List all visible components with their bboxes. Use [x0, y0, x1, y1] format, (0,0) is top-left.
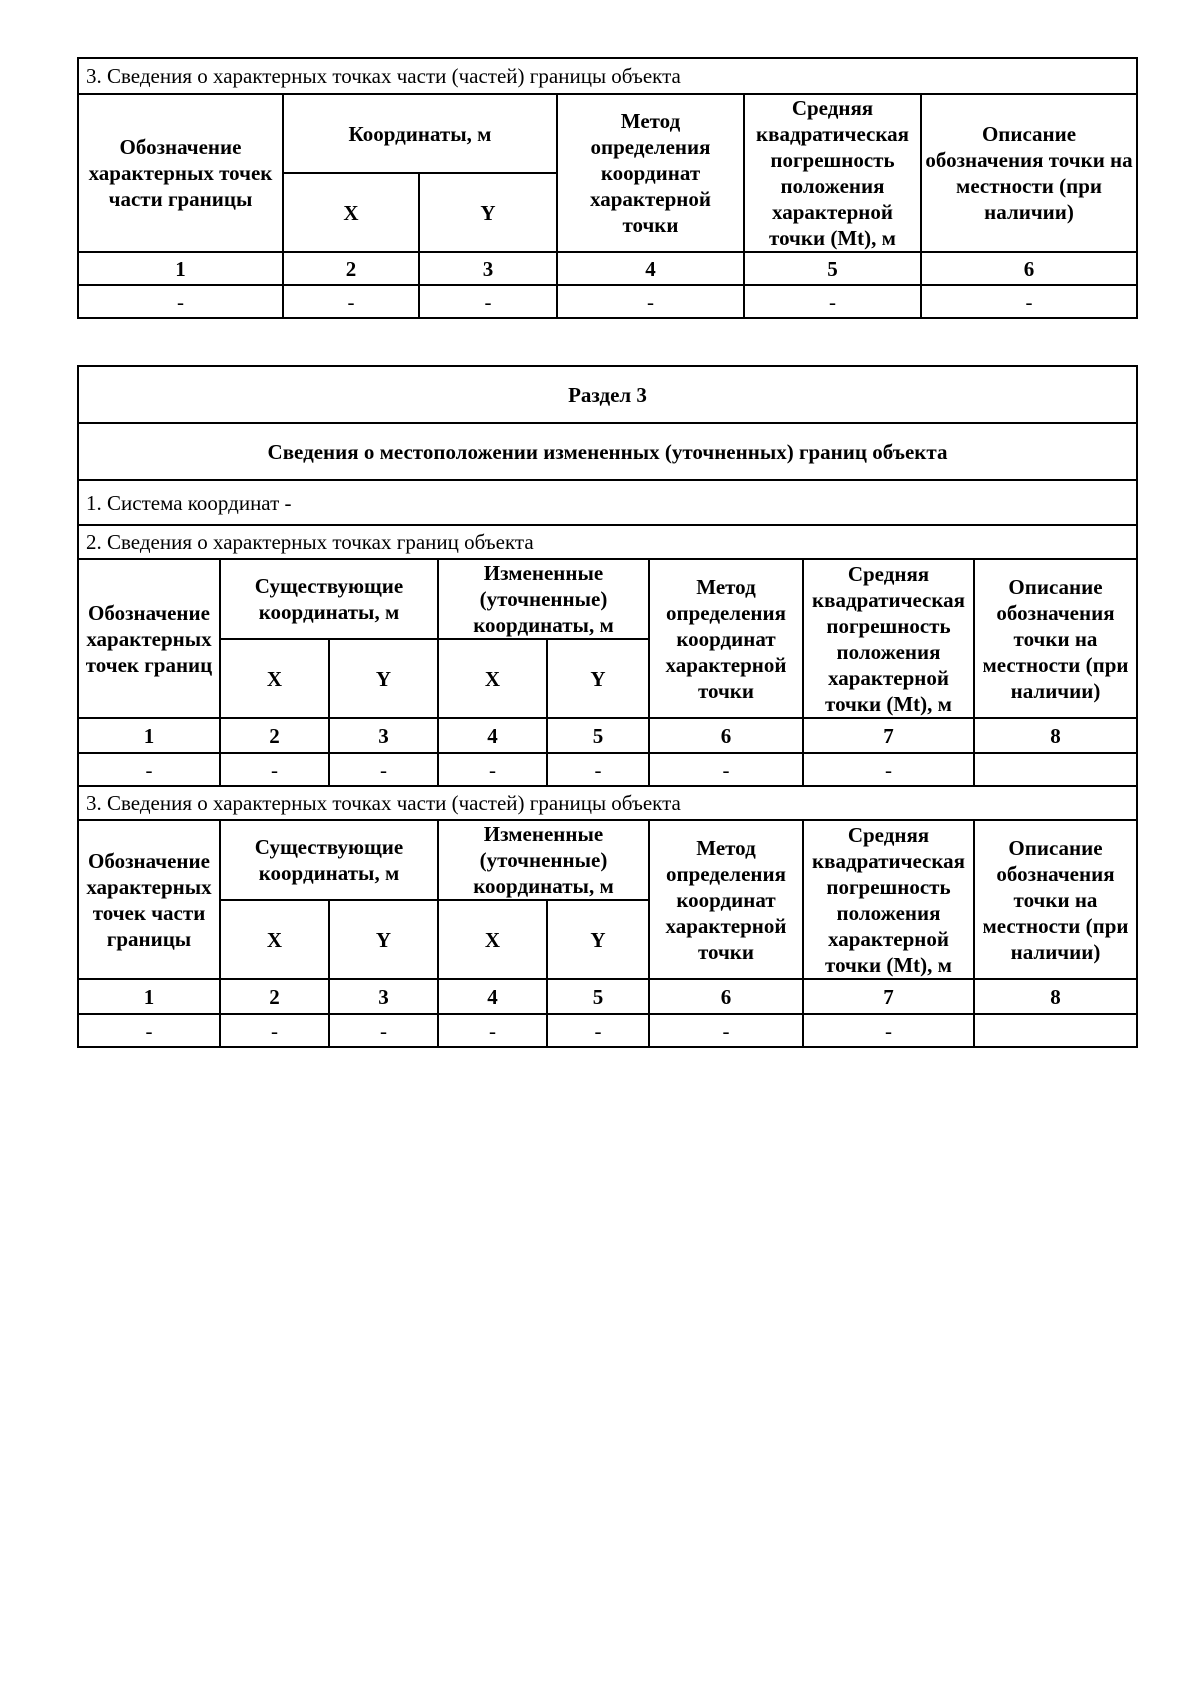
table-cell: - — [220, 1014, 329, 1047]
column-number: 1 — [78, 252, 283, 285]
table-cell: - — [419, 285, 557, 318]
header-method: Метод определения координат характерной точки — [649, 820, 803, 979]
table-cell: - — [283, 285, 419, 318]
column-number: 2 — [220, 718, 329, 753]
column-number: 1 — [78, 718, 220, 753]
table-cell — [974, 753, 1137, 786]
column-number: 4 — [438, 718, 547, 753]
header-designation: Обозначение характерных точек части границы — [78, 94, 283, 252]
header-y: Y — [329, 639, 438, 718]
column-number: 1 — [78, 979, 220, 1014]
parts-caption: 3. Сведения о характерных точках части (частей) границы объекта — [78, 786, 1137, 820]
header-x: X — [438, 900, 547, 979]
header-error: Средняя квадратическая погрешность положения характерной точки (Mt), м — [803, 559, 974, 718]
column-number: 6 — [649, 979, 803, 1014]
column-number: 3 — [419, 252, 557, 285]
header-error: Средняя квадратическая погрешность положения характерной точки (Mt), м — [803, 820, 974, 979]
header-designation: Обозначение характерных точек части границы — [78, 820, 220, 979]
column-number: 8 — [974, 718, 1137, 753]
column-number: 8 — [974, 979, 1137, 1014]
header-description: Описание обозначения точки на местности (при наличии) — [974, 559, 1137, 718]
table-cell: - — [78, 285, 283, 318]
table-cell — [974, 1014, 1137, 1047]
column-number: 4 — [438, 979, 547, 1014]
header-coordinates: Координаты, м — [283, 94, 557, 173]
table-cell: - — [547, 753, 649, 786]
table-cell: - — [557, 285, 744, 318]
table-row — [78, 753, 1137, 786]
table-cell: - — [78, 753, 220, 786]
header-changed-coordinates: Измененные (уточненные) координаты, м — [438, 559, 649, 639]
header-x: X — [220, 639, 329, 718]
header-x: X — [438, 639, 547, 718]
table-cell: - — [329, 1014, 438, 1047]
table-cell: - — [744, 285, 921, 318]
header-method: Метод определения координат характерной точки — [649, 559, 803, 718]
header-error: Средняя квадратическая погрешность положения характерной точки (Mt), м — [744, 94, 921, 252]
column-number: 5 — [547, 979, 649, 1014]
column-number: 2 — [220, 979, 329, 1014]
section3-table — [77, 365, 1138, 1048]
header-y: Y — [547, 900, 649, 979]
table-cell: - — [921, 285, 1137, 318]
column-number: 4 — [557, 252, 744, 285]
column-number: 2 — [283, 252, 419, 285]
table-cell: - — [547, 1014, 649, 1047]
header-changed-coordinates: Измененные (уточненные) координаты, м — [438, 820, 649, 900]
header-y: Y — [419, 173, 557, 252]
coordinate-system: 1. Система координат - — [78, 480, 1137, 525]
column-number: 7 — [803, 979, 974, 1014]
table-cell: - — [803, 753, 974, 786]
table-caption: 3. Сведения о характерных точках части (частей) границы объекта — [78, 58, 1137, 94]
table-cell: - — [649, 753, 803, 786]
header-designation: Обозначение характерных точек границ — [78, 559, 220, 718]
header-description: Описание обозначения точки на местности (при наличии) — [921, 94, 1137, 252]
table-cell: - — [78, 1014, 220, 1047]
table-row — [78, 285, 1137, 318]
header-y: Y — [547, 639, 649, 718]
column-number: 6 — [921, 252, 1137, 285]
section-subtitle: Сведения о местоположении измененных (уточненных) границ объекта — [78, 423, 1137, 480]
table-cell: - — [220, 753, 329, 786]
column-number: 6 — [649, 718, 803, 753]
table-row — [78, 1014, 1137, 1047]
header-existing-coordinates: Существующие координаты, м — [220, 820, 438, 900]
table-cell: - — [438, 1014, 547, 1047]
header-y: Y — [329, 900, 438, 979]
column-number: 3 — [329, 979, 438, 1014]
parts-boundary-table — [77, 57, 1138, 319]
header-x: X — [283, 173, 419, 252]
table-cell: - — [803, 1014, 974, 1047]
column-number: 3 — [329, 718, 438, 753]
column-number: 5 — [744, 252, 921, 285]
header-existing-coordinates: Существующие координаты, м — [220, 559, 438, 639]
column-number: 5 — [547, 718, 649, 753]
points-caption: 2. Сведения о характерных точках границ объекта — [78, 525, 1137, 559]
table-cell: - — [329, 753, 438, 786]
header-description: Описание обозначения точки на местности (при наличии) — [974, 820, 1137, 979]
header-x: X — [220, 900, 329, 979]
table-cell: - — [438, 753, 547, 786]
column-number: 7 — [803, 718, 974, 753]
table-cell: - — [649, 1014, 803, 1047]
header-method: Метод определения координат характерной точки — [557, 94, 744, 252]
section-title: Раздел 3 — [78, 366, 1137, 423]
